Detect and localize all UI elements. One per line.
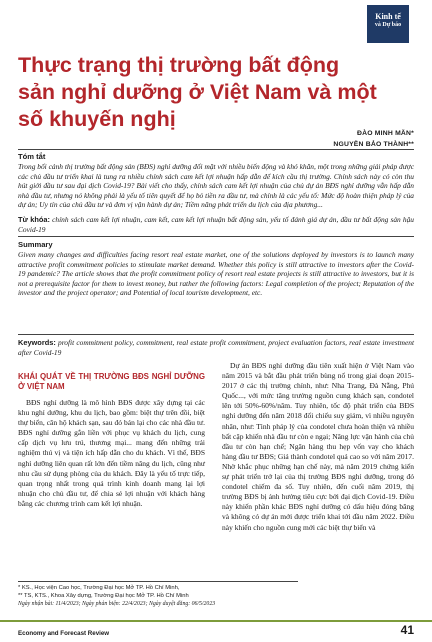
abstract-heading: Tóm tắt bbox=[18, 152, 46, 161]
left-column-text: BĐS nghỉ dưỡng là mô hình BĐS được xây dựng tại các khu nghỉ dưỡng, khu du lịch, bao gồm: biệt thự trên đồi, biệt thự biển, căn hộ khách sạn, sau đó bán lại cho các nhà đầu tư. BĐS nghỉ dưỡng gắn liền với phục vụ khách du lịch, cung cấp dịch vụ lưu trú, thương mại... mang đến những trải nghiệm thú vị và tiện ích hấp dẫn cho du khách. Vì thế, BĐS nghỉ dưỡng liên quan rất lớn đến tiềm năng du lịch, cũng như nhu cầu sử dụng phòng của du khách. Đây là yếu tố trực tiếp, quan trọng nhất trong quá trình kinh doanh mang lại lợi nhuận cho chủ đầu tư, để chia sẻ lợi nhuận với khách hàng bằng các chương trình cam kết lợi nhuận. bbox=[18, 398, 205, 508]
abstract-top-rule bbox=[18, 149, 414, 150]
abstract-keywords-label: Từ khóa: bbox=[18, 214, 50, 224]
abstract bbox=[18, 152, 414, 234]
footnote-1: * KS., Học viện Cao học, Trường Đại học Mở TP. Hồ Chí Minh, bbox=[18, 585, 180, 591]
author-2: NGUYỄN BẢO THÀNH** bbox=[333, 141, 414, 148]
summary-keywords bbox=[18, 338, 414, 357]
summary-heading: Summary bbox=[18, 240, 53, 249]
page-number: 41 bbox=[400, 623, 414, 637]
right-column-text: Dự án BĐS nghỉ dưỡng đầu tiên xuất hiện ở Việt Nam vào năm 2015 và bắt đầu phát triển bùng nổ trong giai đoạn 2015-2017 ở các thị trường chính, như: Nha Trang, Đà Nẵng, Phú Quốc..., với mức tăng trưởng nguồn cung khách sạn, condotel lên tới 50%-60%/năm. Tuy nhiên, tốc độ phát triển của BĐS nghỉ dưỡng đến năm 2018 đối chiếu suy giảm, vì nhiều nguyên nhân, như: Tình pháp lý của condotel chưa hoàn thiện và nhiều bất cập khiến nhà đầu tư còn e ngại; Nâng lực vận hành của chủ đầu tư còn hạn chế; Ngân hàng thu hẹp vốn vay cho khách hàng đầu tư BĐS; Giá thành condotel quá cao so với năm 2017. Nhờ khắc phục những hạn chế này, mà năm 2019 chứng kiến sự phát triển trở lại của thị trường BĐS nghỉ dưỡng, trong đó condotel chiếm đa số. Tuy nhiên, đến cuối năm 2019, thị trường BĐS bị ảnh hưởng tiêu cực bởi đại dịch Covid-19. Điều này khiến phần khác BĐS nghỉ dưỡng có dấu hiệu đóng băng và không có dự án mới được triển khai tới đầu năm 2022. Điều này khiến cho nguồn cung mới các biệt thự biển và bbox=[222, 361, 414, 532]
bottom-rule bbox=[0, 620, 432, 622]
abstract-keywords-text: chính sách cam kết lợi nhuận, cam kết, cam kết lợi nhuận bất động sản, yếu tố đánh giá dự án, đầu tư bất động sản hậu Covid-19 bbox=[18, 214, 414, 234]
logo-line1: Kinh tế bbox=[375, 12, 401, 21]
summary bbox=[18, 240, 414, 298]
abstract-text: Trong bối cảnh thị trường bất động sản (BĐS) nghỉ dưỡng đối mặt với nhiều biến động và khó khăn, một trong những giải pháp được các chủ đầu tư triển khai là tung ra nhiều chính sách cam kết lợi nhuận hấp dẫn để kích cầu thị trường. Chính sách này có còn thu hút giới đầu tư sau đại dịch Covid-19? Bài viết cho thấy, chính sách cam kết lợi nhuận của chủ dự án BĐS nghỉ dưỡng vẫn hấp dẫn nhà đầu tư, nhưng nó không phải là yếu tố tiên quyết để họ bỏ tiền ra đầu tư, mà chính là các yếu tố: Mức độ hoàn thiện pháp lý của dự án; Uy tín của chủ đầu tư và đơn vị vận hành dự án; Tiềm năng phát triển du lịch của địa phương... bbox=[18, 162, 414, 210]
footnote-rule bbox=[18, 581, 298, 582]
footnotes bbox=[18, 584, 298, 609]
journal-name: Economy and Forecast Review bbox=[18, 630, 110, 637]
right-column bbox=[222, 361, 414, 533]
logo-line2: và Dự báo bbox=[374, 22, 402, 28]
left-column bbox=[18, 372, 205, 509]
summary-text: Given many changes and difficulties facing resort real estate market, one of the solutions deployed by investors is to launch many attractive profit commitment policies to stimulate market demand. Whether this policy is still attractive to investors after the Covid-19 pandemic? The article shows that the profit commitment policy of resort real estate projects is still attractive to investors, but it is not a prerequisite factor for them to invest money, but rather the following factors: Legal completion of the project; Reputation of the investor and the project operator; and Potential of local tourism development, etc. bbox=[18, 250, 414, 298]
abstract-keywords bbox=[18, 215, 414, 234]
article-dates: Ngày nhận bài: 11/4/2023; Ngày phản biện: 22/4/2023; Ngày duyệt đăng: 06/5/2023 bbox=[18, 601, 216, 608]
footnote-2: ** TS, KTS., Khoa Xây dựng, Trường Đại học Mở TP. Hồ Chí Minh bbox=[18, 593, 189, 600]
keywords-top-rule bbox=[18, 334, 414, 335]
authors bbox=[333, 128, 414, 150]
summary-keywords-label: Keywords: bbox=[18, 338, 56, 347]
section-heading: KHÁI QUÁT VỀ THỊ TRƯỜNG BĐS NGHỈ DƯỠNG Ở VIỆT NAM bbox=[18, 372, 205, 391]
summary-keywords-text: profit commitment policy, commitment, real estate profit commitment, project evaluation factors, real estate investment after Covid-19 bbox=[18, 338, 414, 357]
article-title: Thực trạng thị trường bất động sản nghỉ dưỡng ở Việt Nam và một số khuyến nghị bbox=[18, 53, 377, 131]
summary-top-rule bbox=[18, 236, 414, 237]
journal-logo bbox=[367, 5, 409, 43]
author-1: ĐÀO MINH MẪN* bbox=[357, 130, 414, 137]
